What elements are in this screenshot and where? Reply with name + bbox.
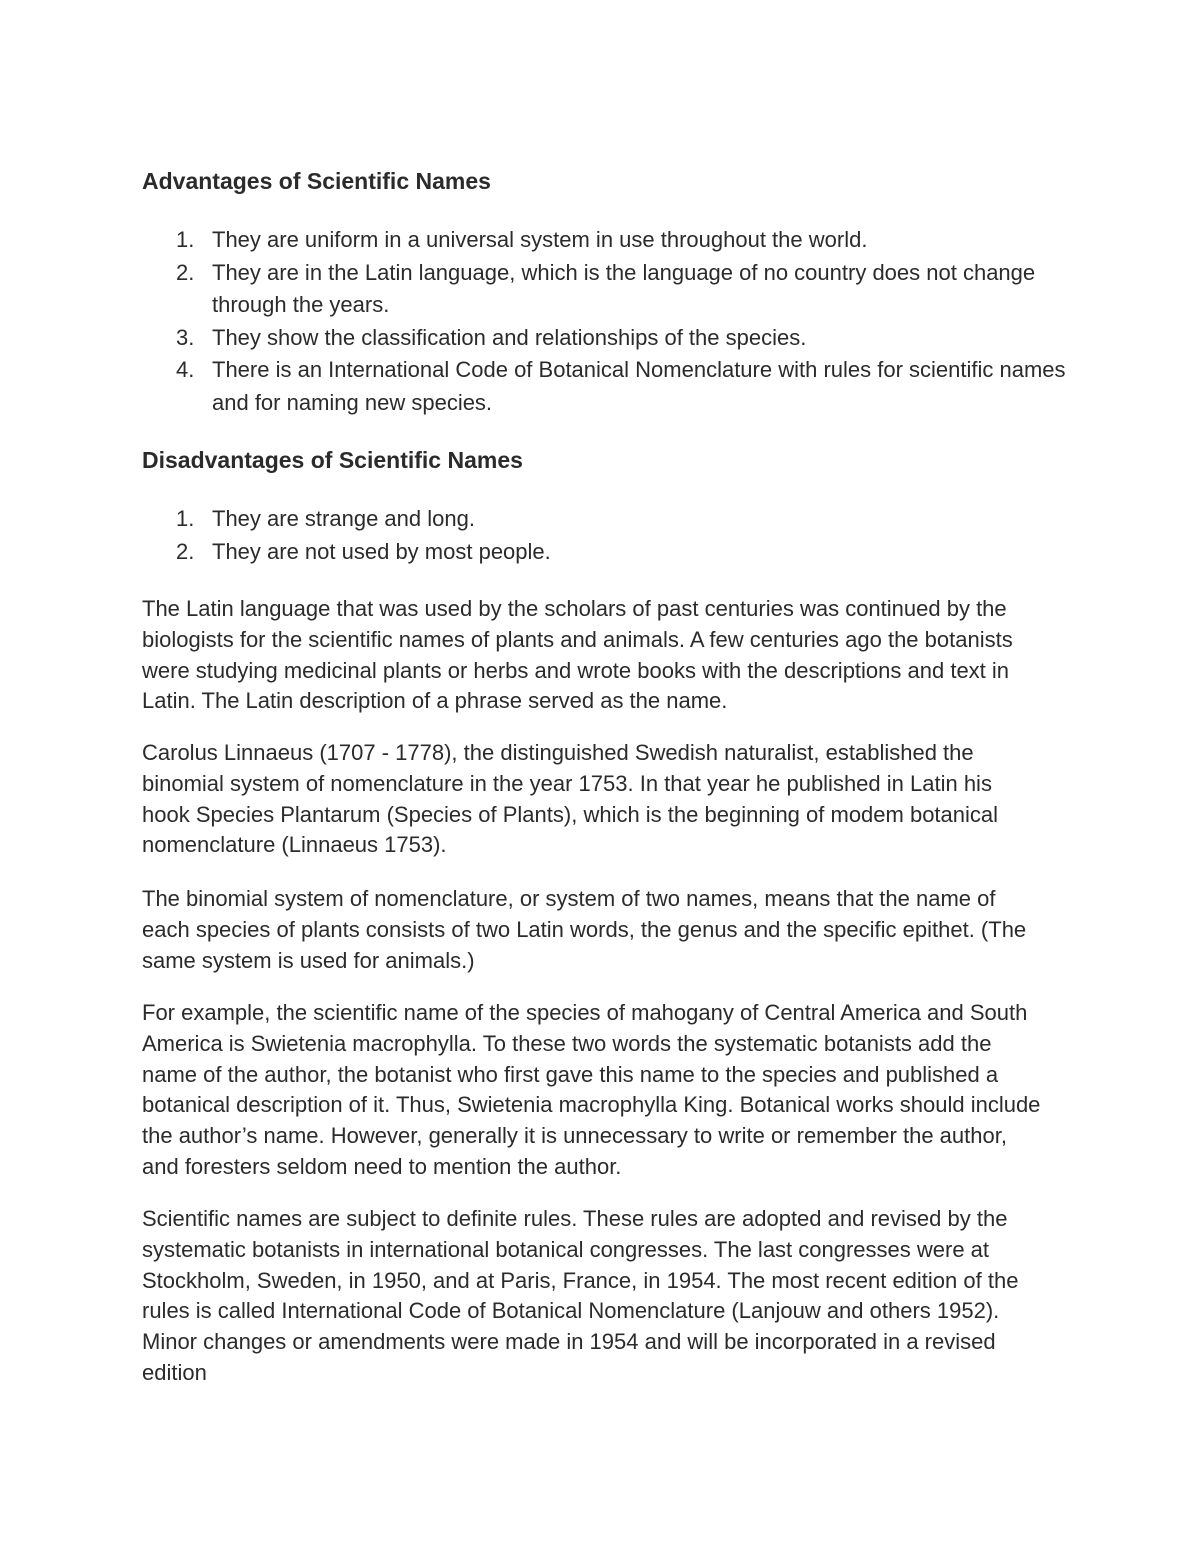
list-item-text: There is an International Code of Botanical Nomenclature with rules for scientific names and for naming new species. (212, 357, 1066, 415)
list-item (142, 536, 1072, 569)
list-item-number: 4. (176, 357, 195, 382)
list-item-number: 2. (176, 259, 195, 285)
list-item (142, 257, 1072, 322)
list-item-number: 3. (176, 324, 195, 350)
disadvantages-list (142, 503, 1072, 568)
list-item-text: They show the classification and relationships of the species. (212, 324, 807, 350)
list-item (142, 224, 1072, 257)
list-item-text: They are strange and long. (212, 506, 475, 531)
list-item-text: They are in the Latin language, which is the language of no country does not change through the years. (212, 259, 1036, 317)
list-item (142, 503, 1072, 536)
list-item-number: 1. (176, 506, 195, 531)
body-paragraph: Carolus Linnaeus (1707 - 1778), the distinguished Swedish naturalist, established the binomial system of nomenclature in the year 1753. In that year he published in Latin his hook Species Plantarum (Species of Plants), which is the beginning of modem botanical nomenclature (Linnaeus 1753). (142, 740, 999, 858)
list-item-text: They are uniform in a universal system in use throughout the world. (212, 227, 868, 252)
body-paragraph: The Latin language that was used by the scholars of past centuries was continued by the biologists for the scientific names of plants and animals. A few centuries ago the botanists were studying medicinal plants or herbs and wrote books with the descriptions and text in Latin. The Latin description of a phrase served as the name. (142, 596, 1013, 714)
body-paragraph: The binomial system of nomenclature, or system of two names, means that the name of each species of plants consists of two Latin words, the genus and the specific epithet. (The same system is used for animals.) (142, 886, 1027, 973)
list-item-number: 1. (176, 227, 195, 252)
advantages-list (142, 224, 1072, 419)
body-paragraph: Scientific names are subject to definite rules. These rules are adopted and revised by the systematic botanists in international botanical congresses. The last congresses were at Stockholm, Sweden, in 1950, and at Paris, France, in 1954. The most recent edition of the rules is called International Code of Botanical Nomenclature (Lanjouw and others 1952). Minor changes or amendments were made in 1954 and will be incorporated in a revised edition (142, 1206, 1019, 1385)
body-paragraph: For example, the scientific name of the species of mahogany of Central America and South America is Swietenia macrophylla. To these two words the systematic botanists add the name of the author, the botanist who first gave this name to the species and published a botanical description of it. Thus, Swietenia macrophylla King. Botanical works should include the author’s name. However, generally it is unnecessary to write or remember the author, and foresters seldom need to mention the author. (142, 1000, 1041, 1179)
list-item-number: 2. (176, 538, 195, 564)
disadvantages-heading: Disadvantages of Scientific Names (142, 447, 523, 473)
advantages-heading: Advantages of Scientific Names (142, 168, 491, 194)
list-item-text: They are not used by most people. (212, 538, 551, 564)
list-item (142, 354, 1072, 419)
list-item (142, 322, 1072, 355)
